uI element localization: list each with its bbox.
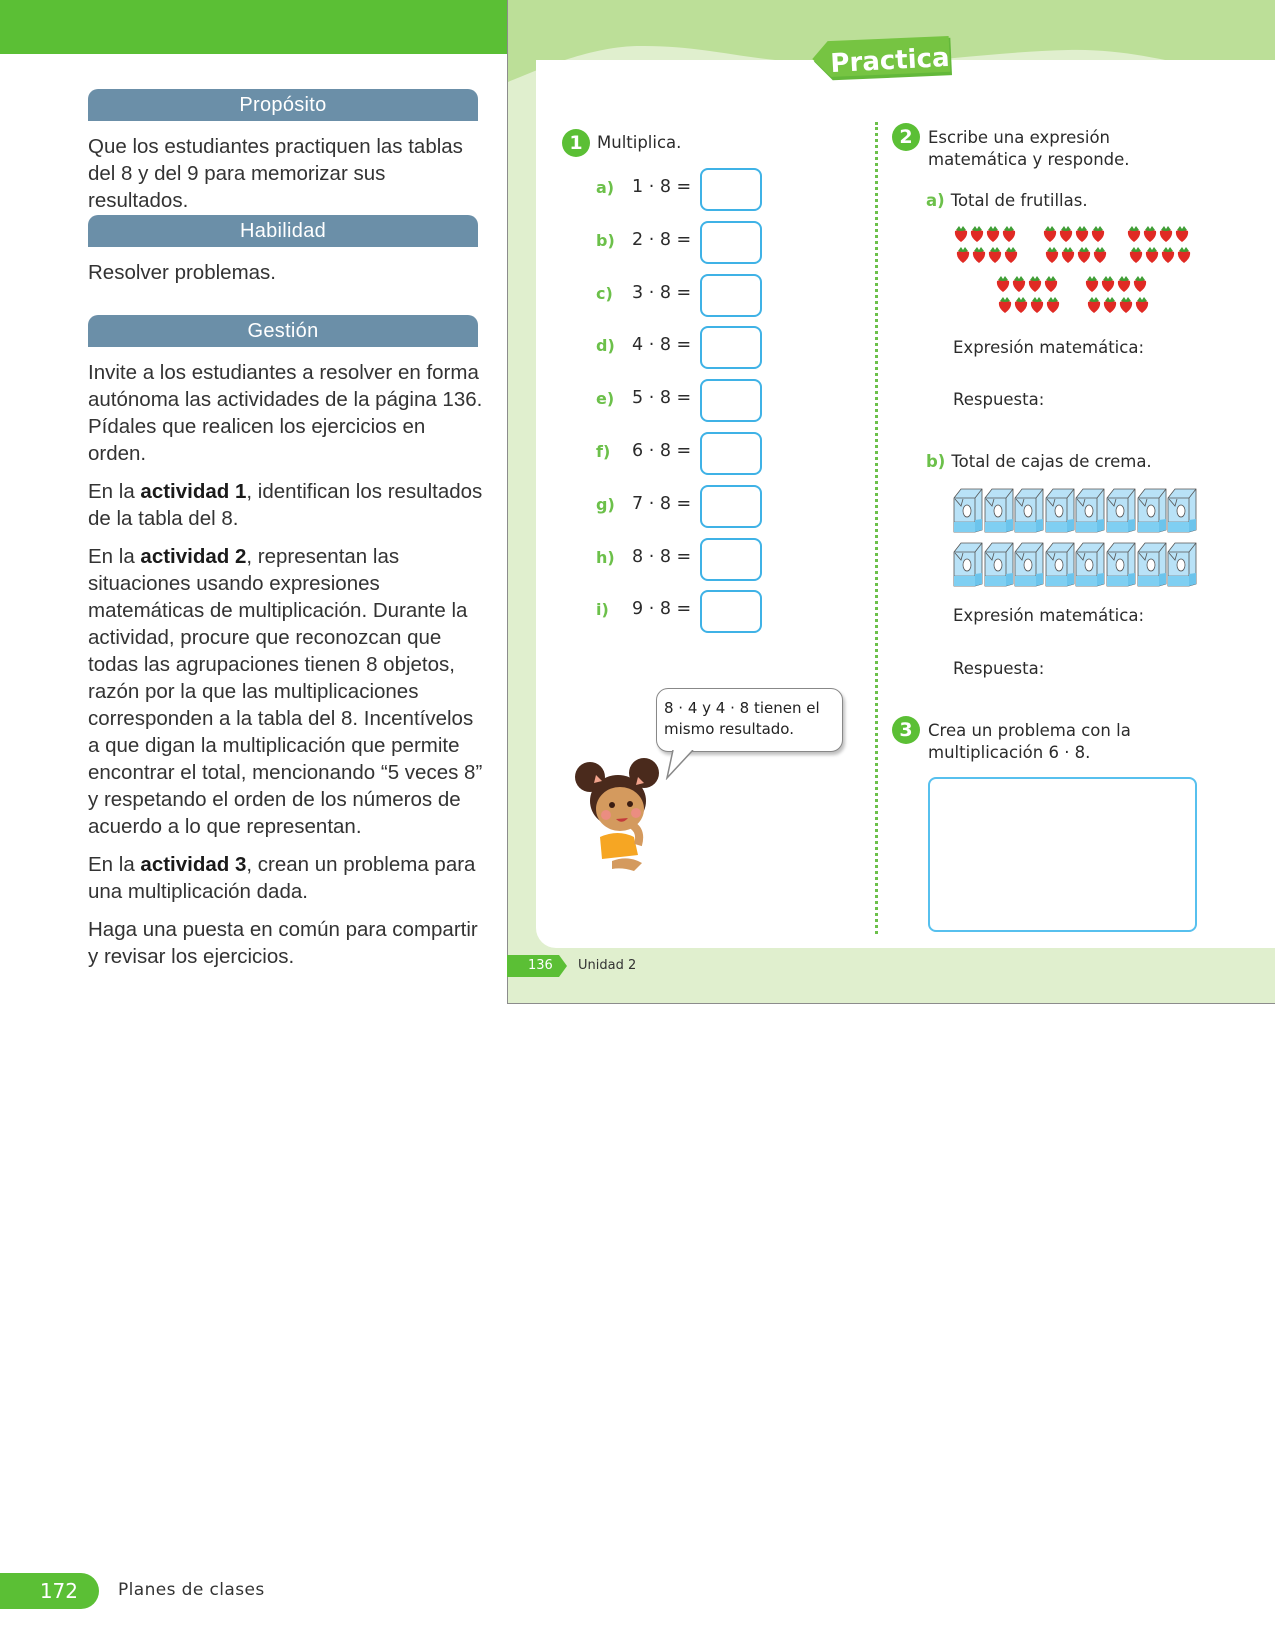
- multiplication-item: [596, 538, 766, 582]
- item-expression: 5 · 8 =: [632, 388, 692, 409]
- speech-bubble-text: 8 · 4 y 4 · 8 tienen el mismo resultado.: [664, 699, 820, 738]
- multiplication-item: [596, 379, 766, 423]
- bold-activity-2: actividad 2: [140, 545, 247, 568]
- cream-carton-icon: [953, 540, 983, 587]
- item-letter: d): [596, 336, 615, 356]
- cream-carton-icon: [1014, 486, 1044, 533]
- gestion-paragraph-3: [88, 543, 483, 840]
- strawberry-group: [953, 225, 1023, 269]
- strawberry-icon: [969, 225, 985, 243]
- text-span: , crean un problema para una multiplicación dada.: [88, 853, 476, 903]
- strawberry-icon: [1126, 225, 1142, 243]
- activity-1-number: 1: [562, 129, 590, 157]
- text-span: En la: [88, 545, 141, 568]
- activity-2a-expression-label: Expresión matemática:: [953, 338, 1144, 357]
- strawberry-icon: [1118, 296, 1134, 314]
- bold-activity-3: actividad 3: [140, 853, 247, 876]
- gestion-paragraph-1: Invite a los estudiantes a resolver en forma autónoma las actividades de la página 136. Pídales que realicen los ejercicios en orden.: [88, 361, 483, 465]
- strawberry-icon: [1092, 246, 1108, 264]
- strawberry-icon: [1045, 296, 1061, 314]
- item-expression: 1 · 8 =: [632, 177, 692, 197]
- answer-box[interactable]: [700, 326, 762, 369]
- strawberry-group: [1042, 225, 1112, 269]
- footer-title: Planes de clases: [118, 1580, 265, 1600]
- section-heading-habilidad: Habilidad: [88, 215, 478, 247]
- item-expression: 4 · 8 =: [632, 335, 692, 356]
- activity-2b-expression-label: Expresión matemática:: [953, 606, 1144, 625]
- strawberry-icon: [1003, 246, 1019, 264]
- strawberry-icon: [1132, 275, 1148, 293]
- answer-box[interactable]: [700, 379, 762, 422]
- girl-illustration: [572, 755, 672, 875]
- strawberry-icon: [955, 246, 971, 264]
- cream-carton-icon: [1137, 486, 1167, 533]
- activity-2b-letter: b): [926, 452, 946, 471]
- gestion-paragraph-5: Haga una puesta en común para compartir y revisar los ejercicios.: [88, 918, 478, 968]
- multiplication-item: [596, 168, 766, 212]
- bold-activity-1: actividad 1: [140, 480, 247, 503]
- activity-3-instruction: Crea un problema con la multiplicación 6 · 8.: [928, 721, 1131, 762]
- problem-answer-box[interactable]: [928, 777, 1197, 932]
- strawberry-icon: [997, 296, 1013, 314]
- inset-page-number: 136: [528, 958, 553, 973]
- item-letter: g): [596, 494, 615, 514]
- multiplication-item: [596, 485, 766, 529]
- strawberry-icon: [1160, 246, 1176, 264]
- item-expression: 8 · 8 =: [632, 546, 692, 567]
- proposito-paragraph: Que los estudiantes practiquen las tablas del 8 y del 9 para memorizar sus resultados.: [88, 135, 463, 212]
- strawberry-icon: [987, 246, 1003, 264]
- multiplication-item: [596, 432, 766, 476]
- strawberry-icon: [1100, 275, 1116, 293]
- cream-carton-icon: [984, 486, 1014, 533]
- strawberry-icon: [1042, 225, 1058, 243]
- proposito-text: [88, 133, 483, 225]
- cream-carton-icon: [984, 540, 1014, 587]
- section-heading-gestion: Gestión: [88, 315, 478, 347]
- strawberry-icon: [1001, 225, 1017, 243]
- multiplication-item: [596, 274, 766, 318]
- cream-carton-icon: [1075, 486, 1105, 533]
- item-letter: f): [596, 442, 611, 461]
- answer-box[interactable]: [700, 168, 762, 211]
- strawberry-icon: [1086, 296, 1102, 314]
- strawberry-icon: [1043, 275, 1059, 293]
- item-letter: c): [596, 283, 613, 303]
- strawberry-icon: [1013, 296, 1029, 314]
- strawberry-icon: [1142, 225, 1158, 243]
- strawberry-icon: [1076, 246, 1092, 264]
- text-span: En la: [88, 480, 141, 503]
- item-expression: 3 · 8 =: [632, 282, 692, 303]
- strawberry-icon: [1029, 296, 1045, 314]
- item-expression: 9 · 8 =: [632, 599, 692, 620]
- activity-1-instruction: Multiplica.: [597, 133, 682, 152]
- strawberry-icon: [1084, 275, 1100, 293]
- strawberry-group: [995, 275, 1065, 319]
- strawberry-icon: [1134, 296, 1150, 314]
- multiplication-item: [596, 326, 766, 370]
- page-number: 172: [0, 1573, 99, 1609]
- gestion-paragraph-4: [88, 851, 483, 905]
- strawberry-icon: [1060, 246, 1076, 264]
- column-divider: [875, 122, 878, 934]
- cream-carton-icon: [1045, 486, 1075, 533]
- answer-box[interactable]: [700, 274, 762, 317]
- cream-carton-icon: [1167, 486, 1197, 533]
- multiplication-item: [596, 590, 766, 634]
- item-letter: h): [596, 547, 615, 567]
- header-bar: [0, 0, 508, 54]
- activity-2b-answer-label: Respuesta:: [953, 659, 1045, 678]
- activity-2b-text: Total de cajas de crema.: [951, 452, 1152, 471]
- practica-label: Practica: [829, 42, 951, 80]
- activity-2a-answer-label: Respuesta:: [953, 390, 1045, 409]
- strawberry-icon: [1158, 225, 1174, 243]
- item-expression: 6 · 8 =: [632, 441, 692, 461]
- gestion-text: [88, 359, 483, 981]
- text-span: , identifican los resultados de la tabla del 8.: [88, 480, 483, 530]
- strawberry-icon: [1074, 225, 1090, 243]
- item-letter: b): [596, 230, 615, 250]
- strawberry-icon: [995, 275, 1011, 293]
- gestion-paragraph-2: [88, 478, 483, 532]
- answer-box[interactable]: [700, 221, 762, 264]
- item-letter: i): [596, 600, 609, 620]
- cream-carton-icon: [1014, 540, 1044, 587]
- multiplication-item: [596, 221, 766, 265]
- activity-2b-title: [926, 451, 1152, 473]
- activity-2a-text: Total de frutillas.: [950, 191, 1088, 210]
- strawberry-icon: [1058, 225, 1074, 243]
- habilidad-paragraph: Resolver problemas.: [88, 261, 276, 284]
- carton-row: [953, 540, 1201, 588]
- strawberry-icon: [1011, 275, 1027, 293]
- text-span: , representan las situaciones usando expresiones matemáticas de multiplicación. Durante la actividad, procure que reconozcan que todas las agrupaciones tienen 8 objetos, razón por la que las multiplicaciones corresponden a la tabla del 8. Incentívelos a que digan la multiplicación que permite encontrar el total, mencionando “5 veces 8” y respetando el orden de los números de acuerdo a lo que representan.: [88, 545, 483, 838]
- answer-box[interactable]: [700, 432, 762, 475]
- strawberry-icon: [1027, 275, 1043, 293]
- section-heading-proposito: Propósito: [88, 89, 478, 121]
- activity-3-number: 3: [892, 716, 920, 744]
- item-expression: 7 · 8 =: [632, 493, 692, 514]
- strawberry-icon: [1090, 225, 1106, 243]
- strawberry-icon: [1128, 246, 1144, 264]
- inset-unit-title: Unidad 2: [578, 958, 637, 973]
- activity-2-number: 2: [892, 123, 920, 151]
- strawberry-group: [1126, 225, 1196, 269]
- strawberry-icon: [953, 225, 969, 243]
- cream-carton-icon: [1045, 540, 1075, 587]
- cream-carton-icon: [1106, 540, 1136, 587]
- strawberry-icon: [971, 246, 987, 264]
- cream-carton-icon: [1106, 486, 1136, 533]
- item-letter: a): [596, 178, 615, 197]
- activity-2a-letter: a): [926, 191, 945, 210]
- text-span: En la: [88, 853, 141, 876]
- answer-box[interactable]: [700, 590, 762, 633]
- carton-row: [953, 486, 1201, 534]
- activity-2-instruction: Escribe una expresión matemática y responde.: [928, 128, 1130, 169]
- habilidad-text: [88, 259, 483, 297]
- activity-2a-title: [926, 190, 1088, 212]
- answer-box[interactable]: [700, 538, 762, 581]
- strawberry-icon: [985, 225, 1001, 243]
- cream-carton-icon: [1075, 540, 1105, 587]
- strawberry-icon: [1044, 246, 1060, 264]
- cream-carton-icon: [1137, 540, 1167, 587]
- cream-carton-icon: [1167, 540, 1197, 587]
- strawberry-icon: [1144, 246, 1160, 264]
- cream-carton-icon: [953, 486, 983, 533]
- strawberry-icon: [1174, 225, 1190, 243]
- strawberry-icon: [1102, 296, 1118, 314]
- item-letter: e): [596, 389, 615, 409]
- strawberry-icon: [1116, 275, 1132, 293]
- answer-box[interactable]: [700, 485, 762, 528]
- strawberry-group: [1084, 275, 1154, 319]
- item-expression: 2 · 8 =: [632, 229, 692, 250]
- strawberry-icon: [1176, 246, 1192, 264]
